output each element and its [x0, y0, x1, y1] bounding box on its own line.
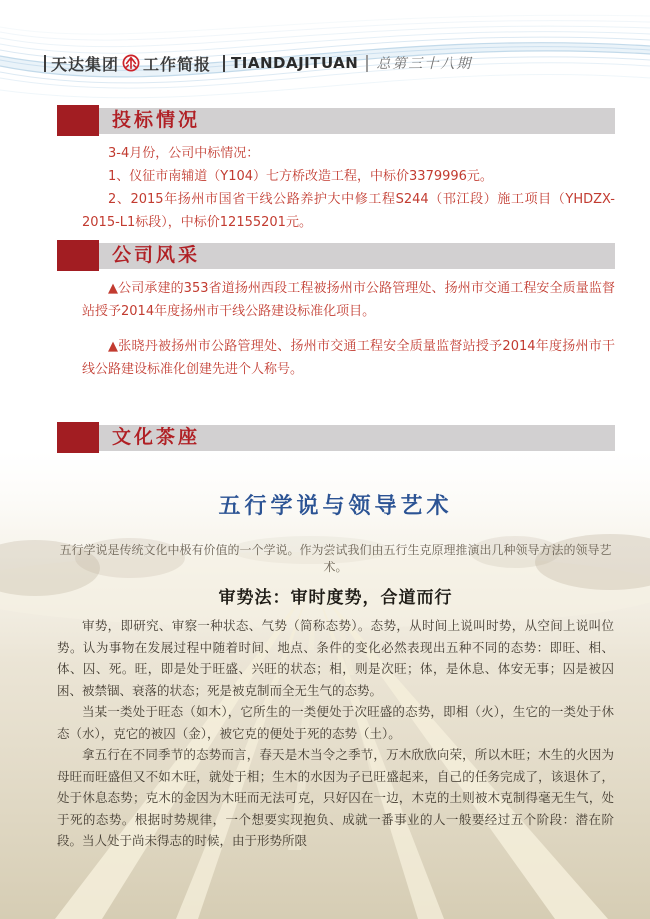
issue-number: 总第三十八期 — [376, 56, 473, 72]
paragraph: 1、仪征市南辅道（Y104）七方桥改造工程，中标价3379996元。 — [108, 169, 493, 184]
article-paragraph: 当某一类处于旺态（如木），它所生的一类便处于次旺盛的态势，即相（火），生它的一类处于休态（水），克它的被囚（金），被它克的便处于死的态势（土）。 — [57, 704, 614, 741]
article-paragraph: 审势，即研究、审察一种状态、气势（简称态势）。态势，从时间上说叫时势，从空间上说叫位势。认为事物在发展过程中随着时间、地点、条件的变化必然表现出五种不同的态势：即旺、相、体、囚、死。旺，即是处于旺盛、兴旺的状态；相，则是次旺；体，是休息、体安无事；囚是被囚困、被禁锢、衰落的状态；死是被克制而全无生气的态势。 — [57, 618, 614, 698]
section-header-bidding — [57, 108, 615, 134]
masthead-divider — [44, 55, 46, 72]
paragraph: ▲公司承建的353省道扬州西段工程被扬州市公路管理处、扬州市交通工程安全质量监督站授予2014年度扬州市干线公路建设标准化项目。 — [82, 281, 615, 319]
masthead-divider — [223, 55, 225, 72]
section-red-block — [57, 240, 99, 271]
bulletin-name: 工作简报 — [143, 54, 212, 74]
article-title: 五行学说与领导艺术 — [218, 493, 453, 519]
section-red-block — [57, 422, 99, 453]
paragraph: 2、2015年扬州市国省干线公路养护大中修工程S244（邗江段）施工项目（YHDZX-2015-L1标段），中标价12155201元。 — [82, 192, 615, 230]
article-paragraph: 拿五行在不同季节的态势而言，春天是木当令之季节，万木欣欣向荣，所以木旺；木生的火因为母旺而旺盛但又不如木旺，就处于相；生木的水因为子已旺盛起来，自己的任务完成了，该退休了，处于休息态势；克木的金因为木旺而无法可克，只好囚在一边，木克的土则被木克制得毫无生气，处于死的态势。根据时势规律，一个想要实现抱负、成就一番事业的人一般要经过五个阶段：潜在阶段。当人处于尚未得志的时候，由于形势所限 — [57, 747, 614, 848]
section-header-culture — [57, 425, 615, 451]
article-intro: 五行学说是传统文化中极有价值的一个学说。作为尝试我们由五行生克原理推演出几种领导方法的领导艺术。 — [59, 543, 612, 574]
section-body-bidding — [82, 142, 615, 234]
section-red-block — [57, 105, 99, 136]
article-subtitle: 审势法：审时度势，合道而行 — [218, 588, 453, 608]
paragraph: 3-4月份，公司中标情况： — [108, 146, 260, 161]
section-title: 文化茶座 — [112, 426, 201, 448]
article — [57, 489, 614, 852]
section-header-highlights — [57, 243, 615, 269]
masthead-divider — [366, 55, 368, 72]
section-title: 投标情况 — [112, 109, 201, 131]
section-body-highlights — [82, 277, 615, 393]
masthead — [44, 52, 472, 74]
paragraph: ▲张晓丹被扬州市公路管理处、扬州市交通工程安全质量监督站授予2014年度扬州市干线公路建设标准化创建先进个人称号。 — [82, 339, 615, 377]
tianda-logo-icon — [122, 54, 140, 72]
org-name: 天达集团 — [51, 54, 120, 74]
section-title: 公司风采 — [112, 244, 201, 266]
pinyin-title: TIANDAJITUAN — [231, 54, 359, 72]
